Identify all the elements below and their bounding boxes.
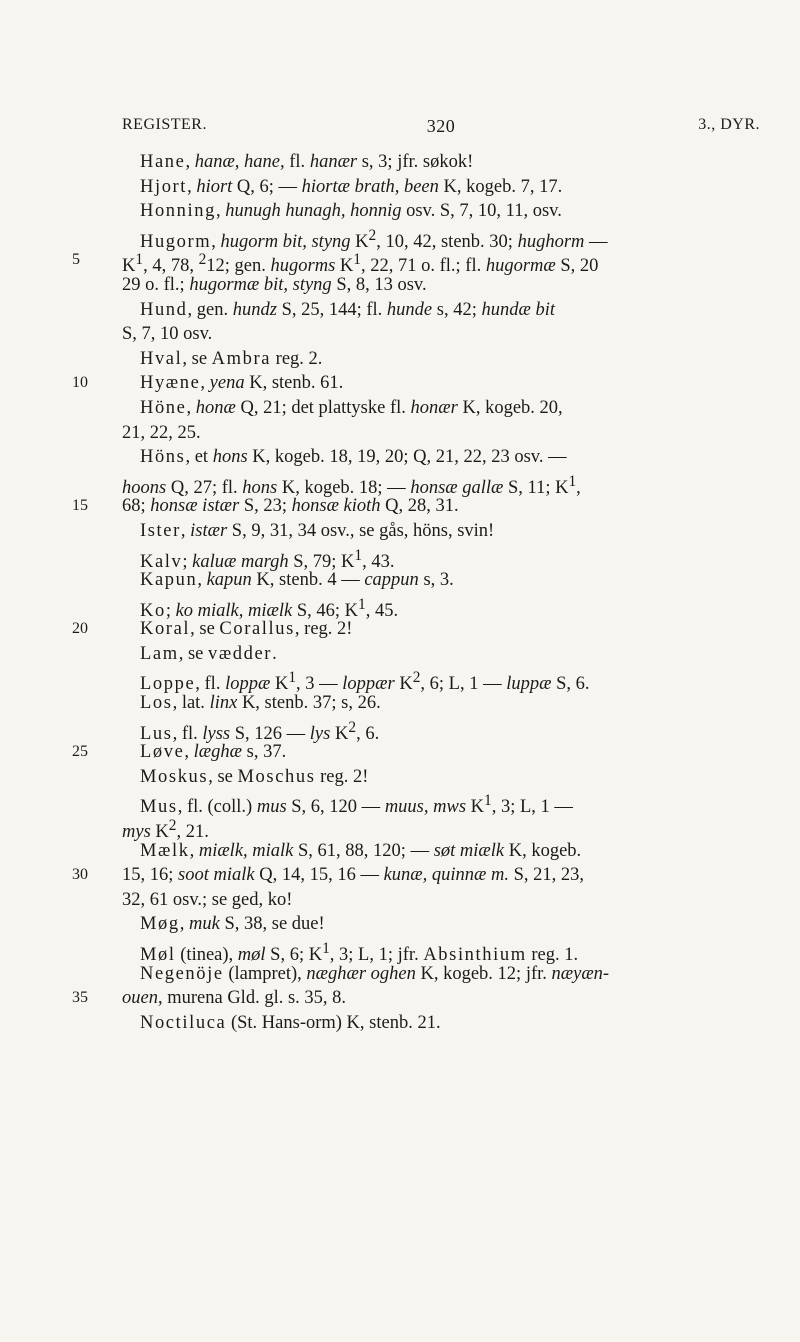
line-text: Hane, hanæ, hane, fl. hanær s, 3; jfr. søkok!: [140, 152, 474, 172]
line-text: Los, lat. linx K, stenb. 37; s, 26.: [140, 693, 381, 714]
line-text: Noctiluca (St. Hans-orm) K, stenb. 21.: [140, 1012, 441, 1033]
line-text: ouen, murena Gld. gl. s. 35, 8.: [122, 988, 347, 1009]
text-line: [122, 544, 760, 572]
text-line: [122, 789, 760, 818]
text-line: [72, 371, 760, 396]
line-text: Kapun, kapun K, stenb. 4 — cappun s, 3.: [140, 570, 454, 591]
text-line: [122, 199, 760, 224]
line-text: Koral, se Corallus, reg. 2!: [140, 619, 353, 640]
line-text: Lus, fl. lyss S, 126 — lys $K^2$, 6.: [140, 718, 380, 744]
text-line: [122, 937, 760, 966]
line-text: Møl (tinea), møl S, 6; $K^1$, 3; L, 1; jfr. Absinthium reg. 1.: [140, 940, 579, 966]
line-text: $K^1$, 4, 78, $^2$12; gen. hugorms $K^1$, 22, 71 o. fl.; fl. hugormæ S, 20: [122, 251, 599, 277]
line-text: Loppe, fl. loppæ $K^1$, 3 — loppær $K^2$, 6; L, 1 — luppæ S, 6.: [140, 669, 590, 695]
text-line: [122, 642, 760, 667]
line-text: Honning, hunugh hunagh, honnig osv. S, 7, 10, 11, osv.: [140, 201, 562, 222]
line-text: Hugorm, hugorm bit, styng $K^2$, 10, 42, stenb. 30; hughorm —: [140, 226, 608, 252]
line-number: 10: [72, 374, 88, 392]
text-line: [72, 986, 760, 1011]
text-line: [122, 298, 760, 323]
text-line: [122, 765, 760, 790]
text-line: [122, 1011, 760, 1036]
text-line: [122, 445, 760, 470]
text-line: [122, 691, 760, 716]
text-line: [122, 593, 760, 621]
line-text: S, 7, 10 osv.: [122, 324, 213, 345]
line-text: Negenöje (lampret), næghær oghen K, kogeb. 12; jfr. næyæn-: [140, 963, 610, 984]
line-text: Höns, et hons K, kogeb. 18, 19, 20; Q, 21, 22, 23 osv. —: [140, 447, 567, 468]
line-number: 30: [72, 866, 88, 884]
line-text: Mus, fl. (coll.) mus S, 6, 120 — muus, mws $K^1$, 3; L, 1 —: [140, 792, 573, 818]
text-line: [122, 888, 760, 913]
line-text: Hval, se Ambra reg. 2.: [140, 348, 323, 369]
text-line: [122, 470, 760, 498]
line-text: Hjort, hiort Q, 6; — hiortæ brath, been K, kogeb. 7, 17.: [140, 176, 563, 197]
line-text: Kalv; kaluæ margh S, 79; $K^1$, 43.: [140, 546, 395, 572]
line-number: 20: [72, 620, 88, 638]
text-line: [122, 175, 760, 200]
page-number: 320: [426, 116, 456, 136]
text-line: [122, 421, 760, 446]
text-line: [72, 248, 760, 277]
line-text: Hund, gen. hundz S, 25, 144; fl. hunde s, 42; hundæ bit: [140, 299, 555, 320]
page-header: [122, 116, 760, 140]
text-line: [122, 273, 760, 298]
line-text: 29 o. fl.; hugormæ bit, styng S, 8, 13 osv.: [122, 274, 427, 295]
text-line: [72, 740, 760, 765]
line-text: Løve, læghæ s, 37.: [140, 742, 287, 763]
line-number: 25: [72, 743, 88, 761]
register-entries: [72, 150, 760, 1035]
line-text: 21, 22, 25.: [122, 422, 201, 443]
text-line: [122, 396, 760, 421]
text-line: [122, 962, 760, 987]
line-text: hoons Q, 27; fl. hons K, kogeb. 18; — honsæ gallæ S, 11; $K^1$,: [122, 472, 581, 498]
text-line: [122, 568, 760, 593]
line-text: Møg, muk S, 38, se due!: [140, 914, 325, 935]
line-text: mys $K^2$, 21.: [122, 817, 209, 843]
text-line: [122, 839, 760, 864]
text-line: [122, 519, 760, 544]
text-line: [122, 347, 760, 372]
line-text: 32, 61 osv.; se ged, ko!: [122, 889, 293, 910]
text-line: [122, 224, 760, 252]
line-text: Mælk, miælk, mialk S, 61, 88, 120; — søt miælk K, kogeb.: [140, 840, 582, 861]
text-line: [72, 863, 760, 888]
line-number: 15: [72, 497, 88, 515]
text-line: [122, 814, 760, 843]
line-text: Lam, se vædder.: [140, 643, 277, 664]
text-line: [122, 912, 760, 937]
text-line: [122, 322, 760, 347]
text-line: [72, 617, 760, 642]
line-text: Höne, honæ Q, 21; det plattyske fl. honær K, kogeb. 20,: [140, 397, 563, 418]
header-section: 3., DYR.: [698, 116, 760, 133]
line-number: 35: [72, 989, 88, 1007]
text-line: [122, 150, 760, 175]
text-line: [122, 716, 760, 744]
line-text: Hyæne, yena K, stenb. 61.: [140, 373, 344, 394]
line-text: Ko; ko mialk, miælk S, 46; $K^1$, 45.: [140, 595, 399, 621]
header-register: REGISTER.: [122, 116, 207, 133]
line-text: Ister, istær S, 9, 31, 34 osv., se gås, höns, svin!: [140, 520, 495, 541]
line-text: Moskus, se Moschus reg. 2!: [140, 766, 369, 787]
line-text: 68; honsæ istær S, 23; honsæ kioth Q, 28, 31.: [122, 496, 459, 517]
text-line: [72, 494, 760, 519]
text-line: [122, 666, 760, 695]
line-number: 5: [72, 251, 80, 269]
line-text: 15, 16; soot mialk Q, 14, 15, 16 — kunæ, quinnæ m. S, 21, 23,: [122, 865, 585, 886]
